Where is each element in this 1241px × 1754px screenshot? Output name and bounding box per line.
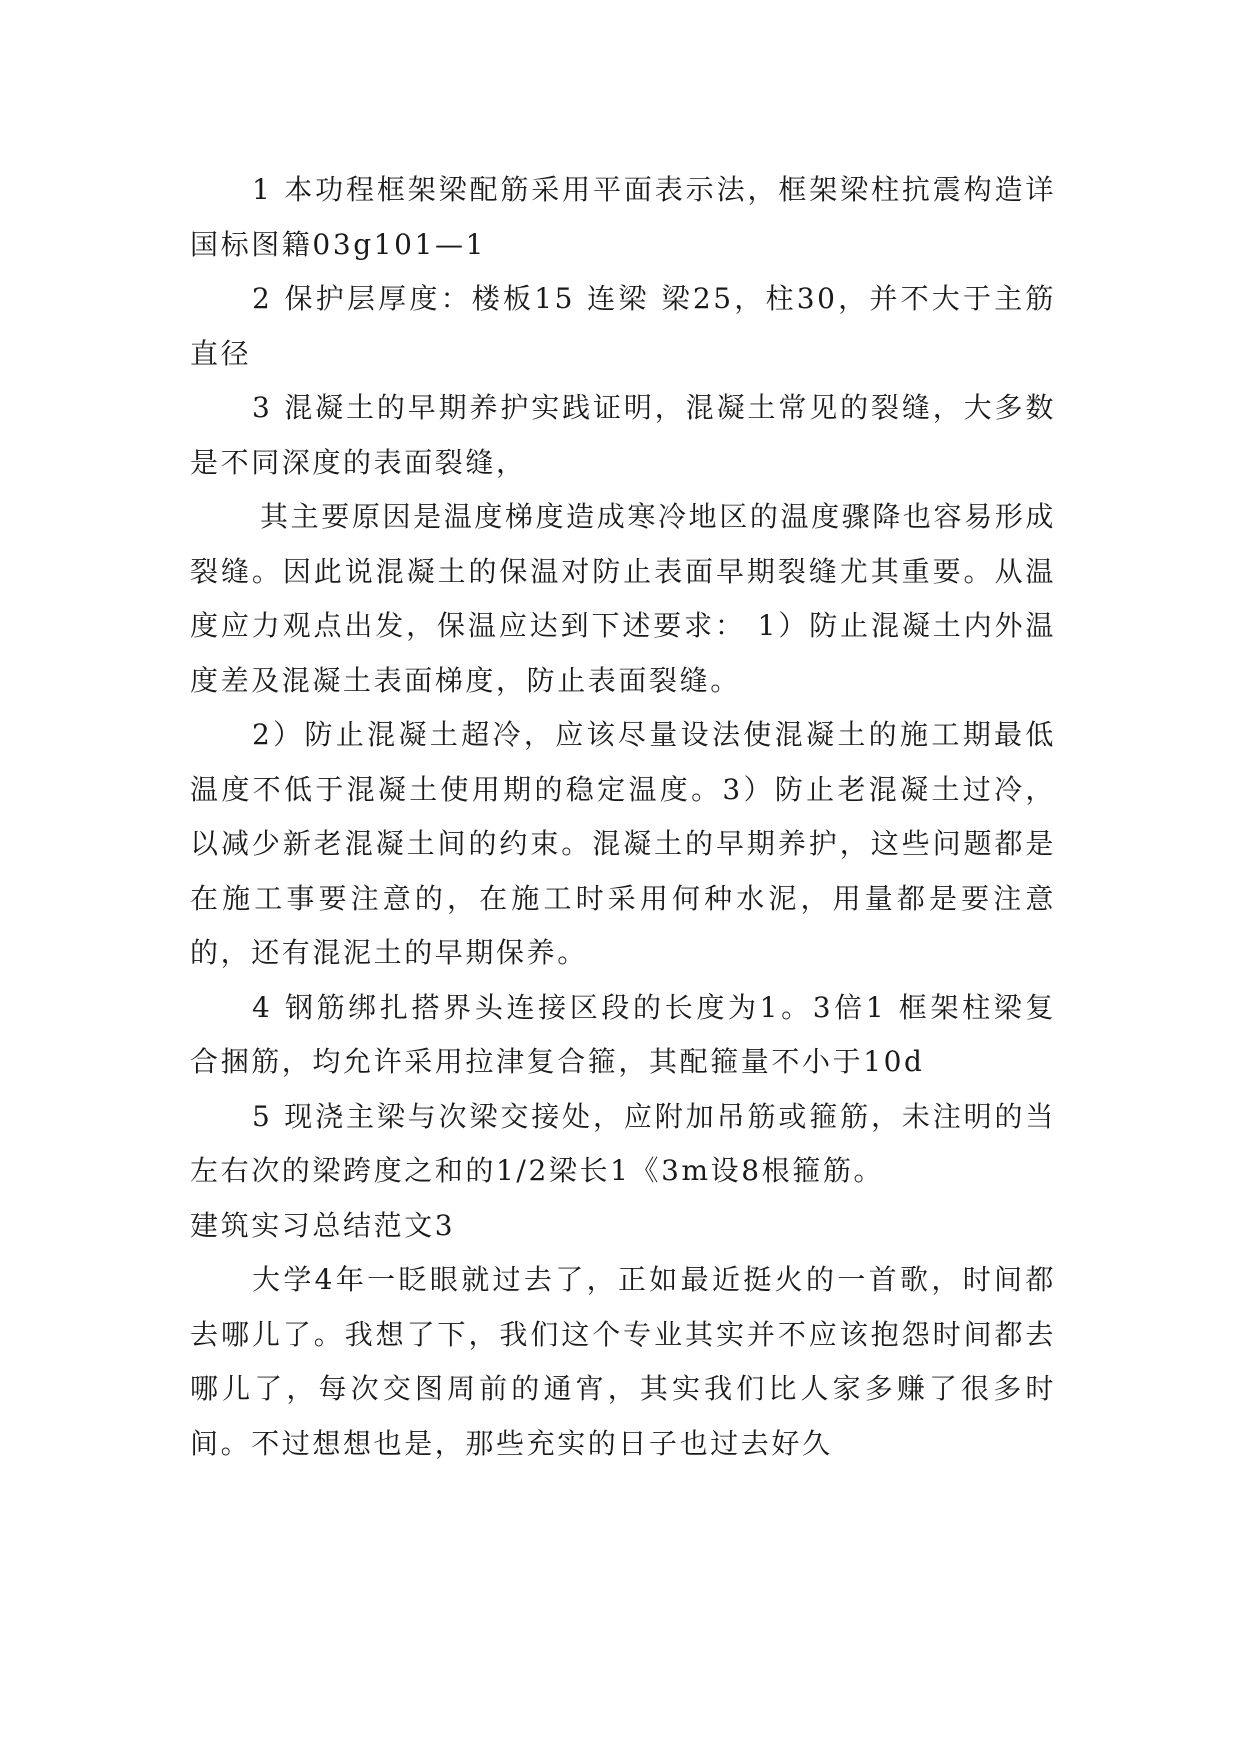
section-heading: 建筑实习总结范文3 xyxy=(190,1208,456,1242)
paragraph-5: 2）防止混凝土超冷，应该尽量设法使混凝土的施工期最低温度不低于混凝土使用期的稳定温度。3）防止老混凝土过冷，以减少新老混凝土间的约束。混凝土的早期养护，这些问题都是在施工事要注意的，在施工时采用何种水泥，用量都是要注意的，还有混泥土的早期保养。 xyxy=(190,718,1056,969)
closing-paragraph: 大学4年一眨眼就过去了，正如最近挺火的一首歌，时间都去哪儿了。我想了下，我们这个专业其实并不应该抱怨时间都去哪儿了，每次交图周前的通宵，其实我们比人家多赚了很多时间。不过想想也是，那些充实的日子也过去好久 xyxy=(190,1263,1056,1460)
paragraph-7: 5 现浇主梁与次梁交接处，应附加吊筋或箍筋，未注明的当左右次的梁跨度之和的1/2梁长1《3m设8根箍筋。 xyxy=(190,1099,1056,1187)
paragraph-6: 4 钢筋绑扎搭界头连接区段的长度为1。3倍1 框架柱梁复合捆筋，均允许采用拉津复合箍，其配箍量不小于10d xyxy=(190,990,1056,1078)
paragraph-3: 3 混凝土的早期养护实践证明，混凝土常见的裂缝，大多数是不同深度的表面裂缝， xyxy=(190,391,1056,479)
paragraph-1: 1 本功程框架梁配筋采用平面表示法，框架梁柱抗震构造详国标图籍03g101—1 xyxy=(190,173,1056,261)
paragraph-4: 其主要原因是温度梯度造成寒冷地区的温度骤降也容易形成裂缝。因此说混凝土的保温对防止表面早期裂缝尤其重要。从温度应力观点出发，保温应达到下述要求： 1）防止混凝土内外温度差及混凝土表面梯度，防止表面裂缝。 xyxy=(190,500,1056,697)
document-page xyxy=(190,163,1056,1471)
paragraph-2: 2 保护层厚度：楼板15 连梁 梁25，柱30，并不大于主筋直径 xyxy=(190,282,1056,370)
